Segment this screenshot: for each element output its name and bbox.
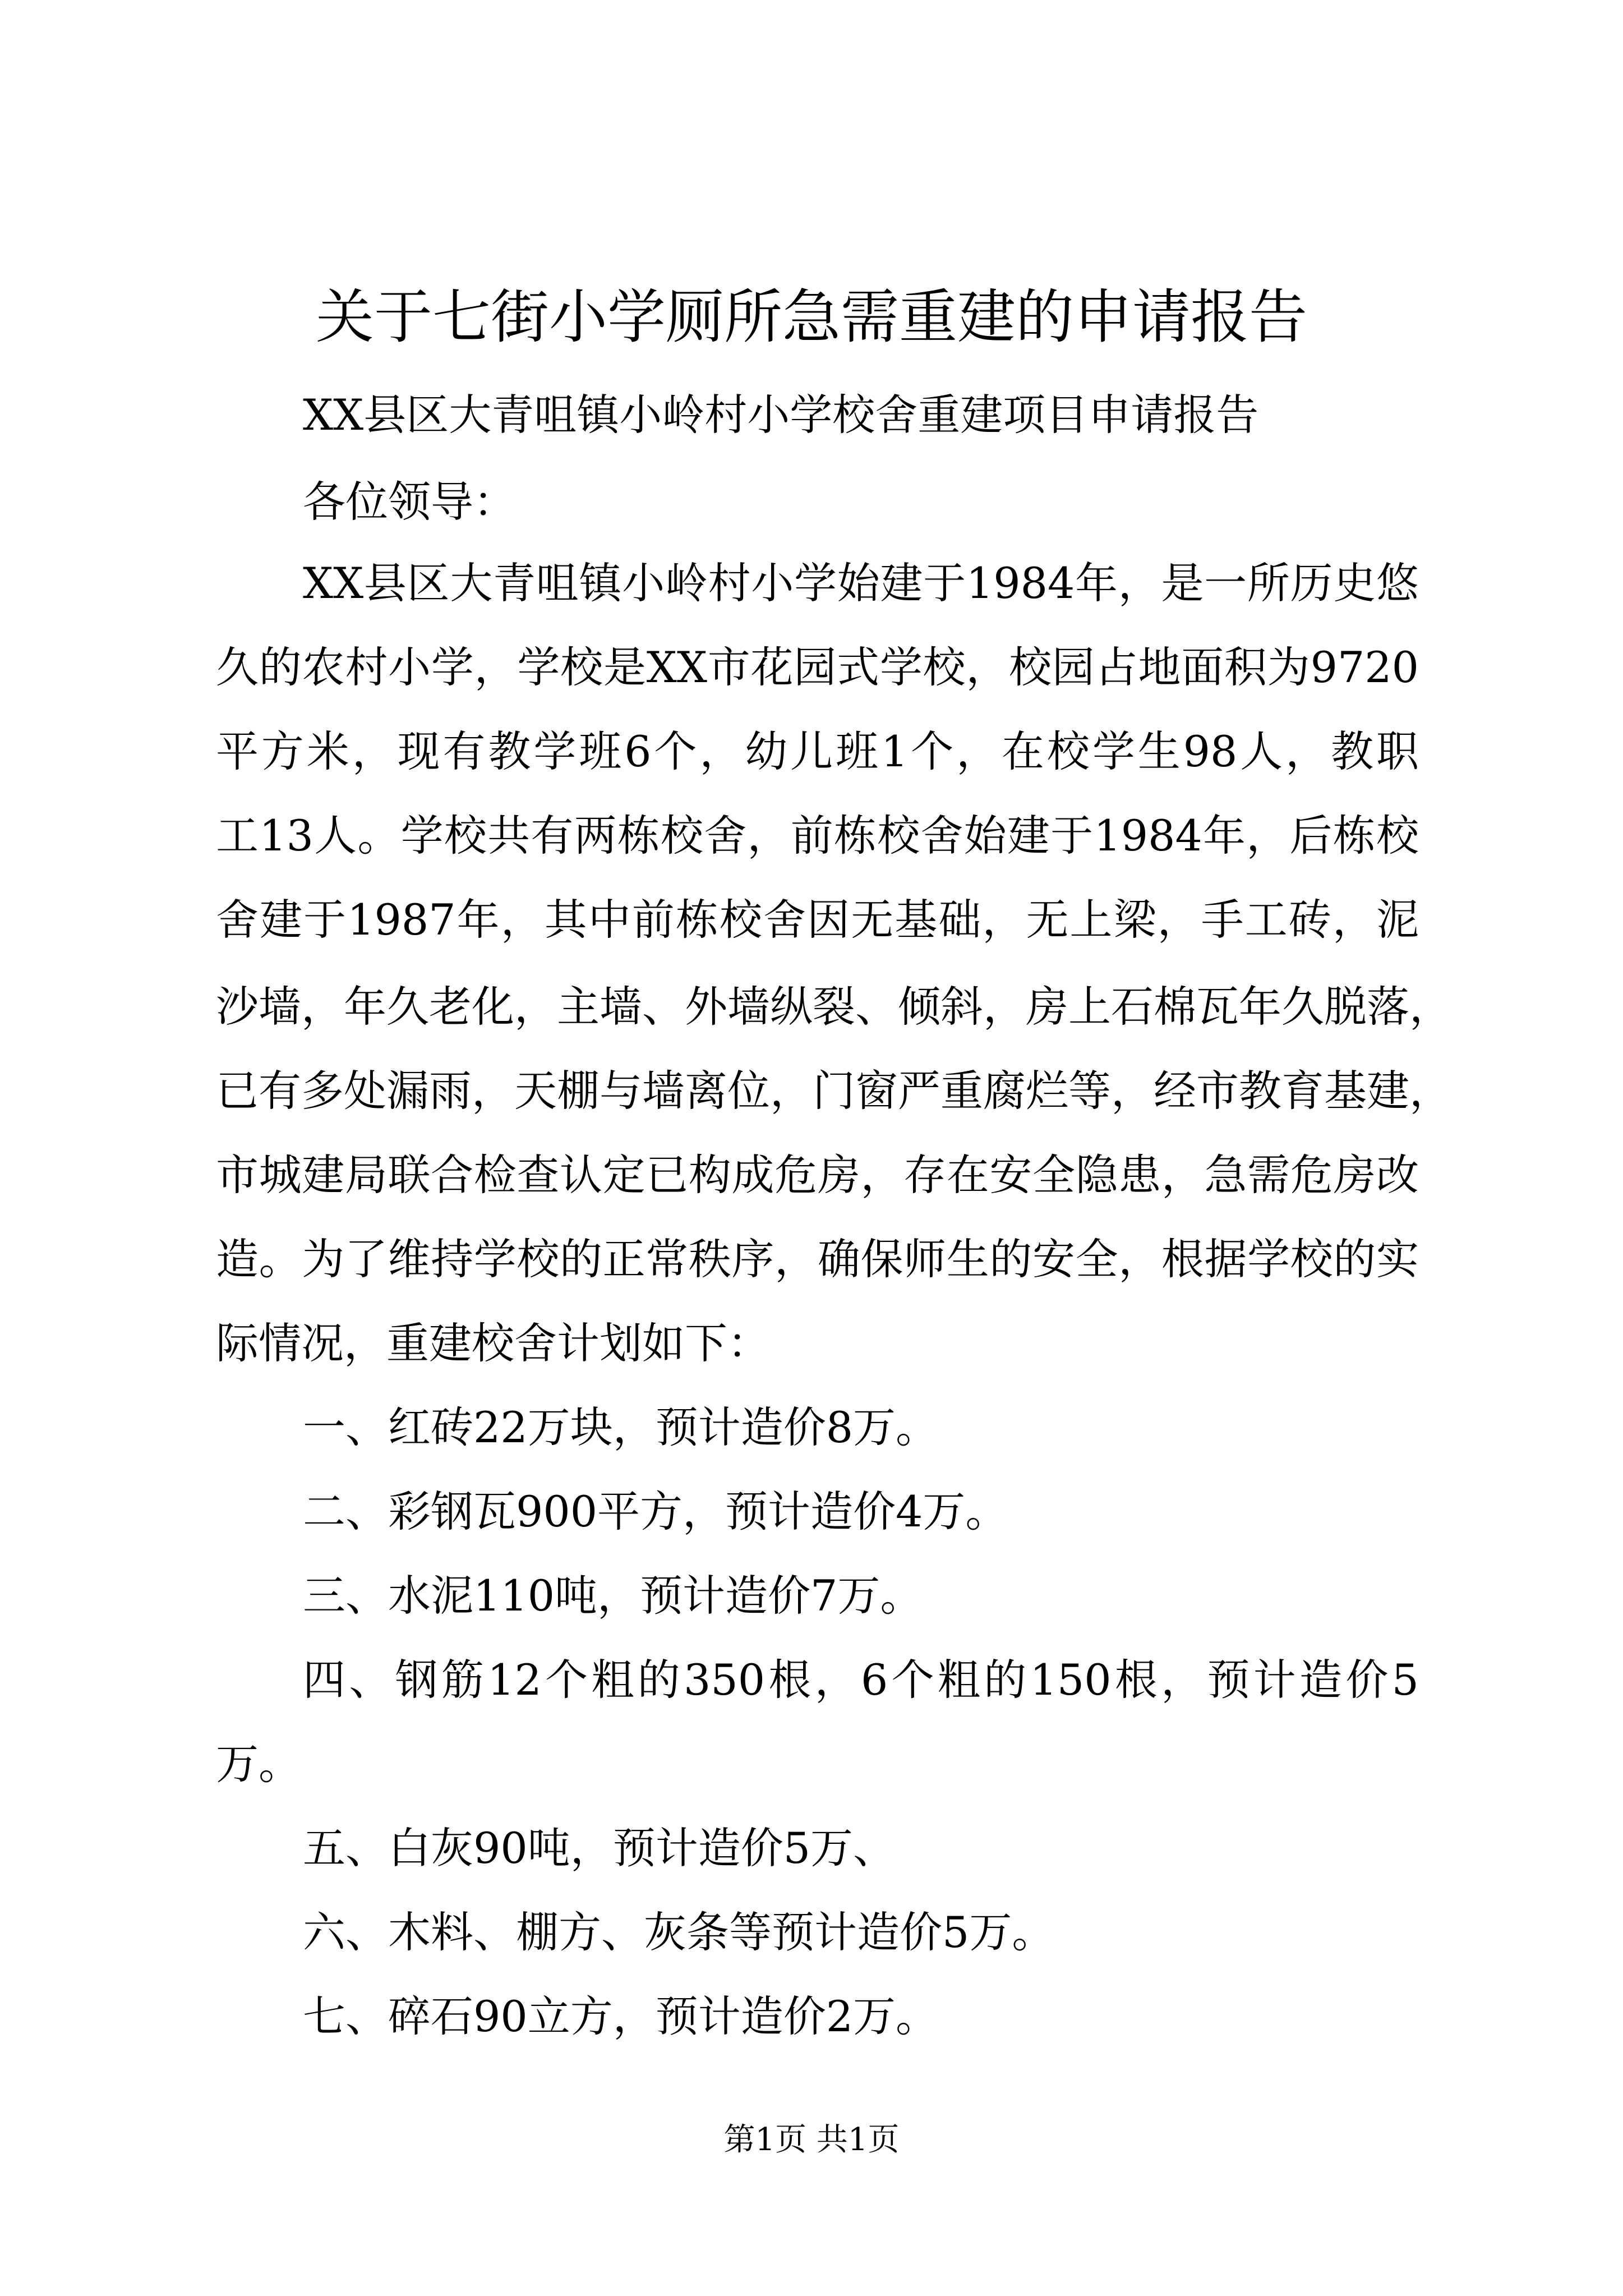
body-line: 际情况，重建校舍计划如下： bbox=[216, 1318, 770, 1368]
body-line: 平方米，现有教学班6个，幼儿班1个，在校学生98人，教职 bbox=[216, 726, 1419, 776]
page-footer: 第1页 共1页 bbox=[723, 2122, 900, 2158]
plan-item: 一、红砖22万块，预计造价8万。 bbox=[303, 1402, 939, 1452]
plan-item: 二、彩钢瓦900平方，预计造价4万。 bbox=[303, 1487, 1008, 1536]
salutation: 各位领导： bbox=[303, 477, 516, 527]
plan-item: 三、水泥110吨，预计造价7万。 bbox=[303, 1571, 923, 1621]
document-subtitle: XX县区大青咀镇小岭村小学校舍重建项目申请报告 bbox=[303, 390, 1259, 440]
body-line: 沙墙，年久老化，主墙、外墙纵裂、倾斜，房上石棉瓦年久脱落， bbox=[216, 982, 1452, 1032]
body-line: 舍建于1987年，其中前栋校舍因无基础，无上梁，手工砖，泥 bbox=[216, 895, 1419, 945]
body-line: 已有多处漏雨，天棚与墙离位，门窗严重腐烂等，经市教育基建， bbox=[216, 1066, 1452, 1116]
plan-item: 四、钢筋12个粗的350根，6个粗的150根，预计造价5 bbox=[303, 1655, 1419, 1705]
body-line: 久的农村小学，学校是XX市花园式学校，校园占地面积为9720 bbox=[216, 642, 1419, 692]
plan-item: 六、木料、棚方、灰条等预计造价5万。 bbox=[303, 1907, 1055, 1957]
body-line: 工13人。学校共有两栋校舍，前栋校舍始建于1984年，后栋校 bbox=[216, 811, 1419, 861]
body-line: XX县区大青咀镇小岭村小学始建于1984年，是一所历史悠 bbox=[303, 558, 1419, 608]
plan-item: 五、白灰90吨，预计造价5万、 bbox=[303, 1823, 896, 1873]
document-title: 关于七街小学厕所急需重建的申请报告 bbox=[315, 283, 1307, 351]
body-line: 造。为了维持学校的正常秩序，确保师生的安全，根据学校的实 bbox=[216, 1234, 1419, 1284]
plan-item-continuation: 万。 bbox=[216, 1739, 301, 1789]
plan-item: 七、碎石90立方，预计造价2万。 bbox=[303, 1991, 939, 2041]
body-line: 市城建局联合检查认定已构成危房，存在安全隐患，急需危房改 bbox=[216, 1150, 1419, 1200]
